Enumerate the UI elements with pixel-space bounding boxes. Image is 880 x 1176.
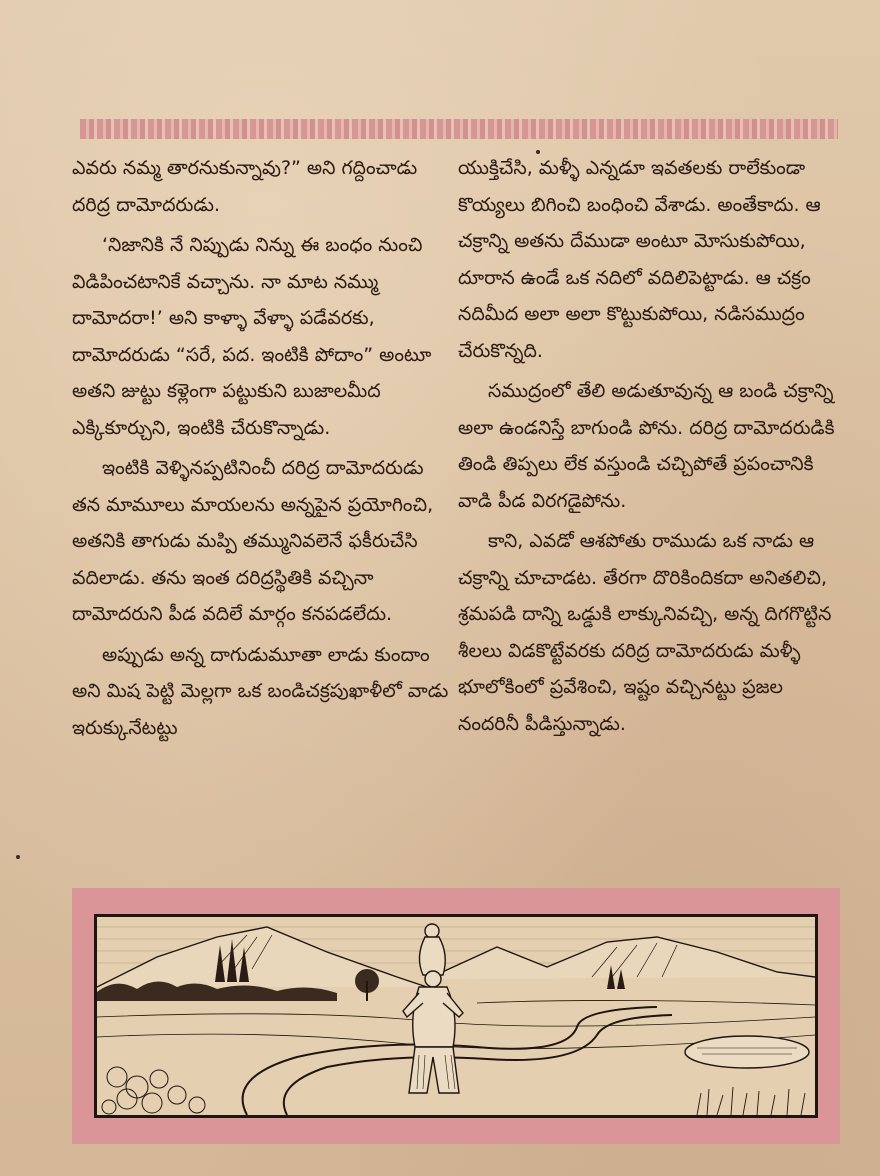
decorative-border-band	[80, 119, 838, 139]
paragraph: ‘నిజానికి నే నిప్పుడు నిన్ను ఈ బంధం నుంచి విడిపించటానికే వచ్చాను. నా మాట నమ్ము దామోదరా!’ అని కాళ్ళా వేళ్ళా పడేవరకు, దామోదరుడు “సరే, పద. ఇంటికి పోదాం” అంటూ అతని జుట్టు కళ్లెంగా పట్టుకుని బుజాలమీద ఎక్కికూర్చుని, ఇంటికి చేరుకొన్నాడు.	[72, 234, 432, 439]
paragraph: అప్పుడు అన్న దాగుడుమూతా లాడు కుందాం అని మిష పెట్టి మెల్లగా ఒక బండిచక్రపుఖాళీలో వాడు ఇరుక్కునేటట్టు	[72, 643, 449, 739]
illustration-frame	[72, 888, 840, 1144]
ink-speck	[536, 150, 540, 154]
illustration-drawing	[97, 917, 815, 1115]
paragraph: కాని, ఎవడో ఆశపోతు రాముడు ఒక నాడు ఆ చక్రాన్ని చూచాడట. తేరగా దొరికిందికదా అనితలిచి, శ్రమపడి దాన్ని ఒడ్డుకి లాక్కునివచ్చి, అన్న దిగగొట్టిన శీలలు విడకొట్టేవరకు దరిద్ర దామోదరుడు మళ్ళీ భూలోకింలో ప్రవేశించి, ఇష్టం వచ్చినట్టు ప్రజల నందరినీ పీడిస్తున్నాడు.	[458, 530, 832, 735]
paragraph: ఇంటికి వెళ్ళినప్పటినించీ దరిద్ర దామోదరుడు తన మామూలు మాయలను అన్నపైన ప్రయోగించి, అతనికి తాగుడు మప్పి తమ్మునివలెనే ఫకీరుచేసి వదిలాడు. తను ఇంత దరిద్రస్థితికి వచ్చినా దామోదరుని పీడ వదిలే మార్గం కనపడలేదు.	[72, 457, 434, 625]
left-text-column	[72, 150, 452, 746]
right-text-column	[458, 150, 838, 742]
ink-speck	[16, 855, 20, 859]
paragraph: సముద్రంలో తేలి అడుతూవున్న ఆ బండి చక్రాన్ని అలా ఉండనిస్తే బాగుండి పోను. దరిద్ర దామోదరుడికి తిండి తిప్పలు లేక వస్తుండి చచ్చిపోతే ప్రపంచానికి వాడి పీడ విరగడైపోను.	[458, 380, 835, 512]
paragraph: ఎవరు నమ్మ తారనుకున్నావు?” అని గద్దించాడు దరిద్ర దామోదరుడు.	[72, 157, 418, 216]
landscape-illustration	[94, 914, 818, 1118]
paragraph: యుక్తిచేసి, మళ్ళీ ఎన్నడూ ఇవతలకు రాలేకుండా కొయ్యలు బిగించి బంధించి వేశాడు. అంతేకాదు. ఆ చక్రాన్ని అతను దేముడా అంటూ మోసుకుపోయి, దూరాన ఉండే ఒక నదిలో వదిలిపెట్టాడు. ఆ చక్రం నదిమీద అలా అలా కొట్టుకుపోయి, నడిసముద్రం చేరుకొన్నది.	[458, 157, 821, 362]
